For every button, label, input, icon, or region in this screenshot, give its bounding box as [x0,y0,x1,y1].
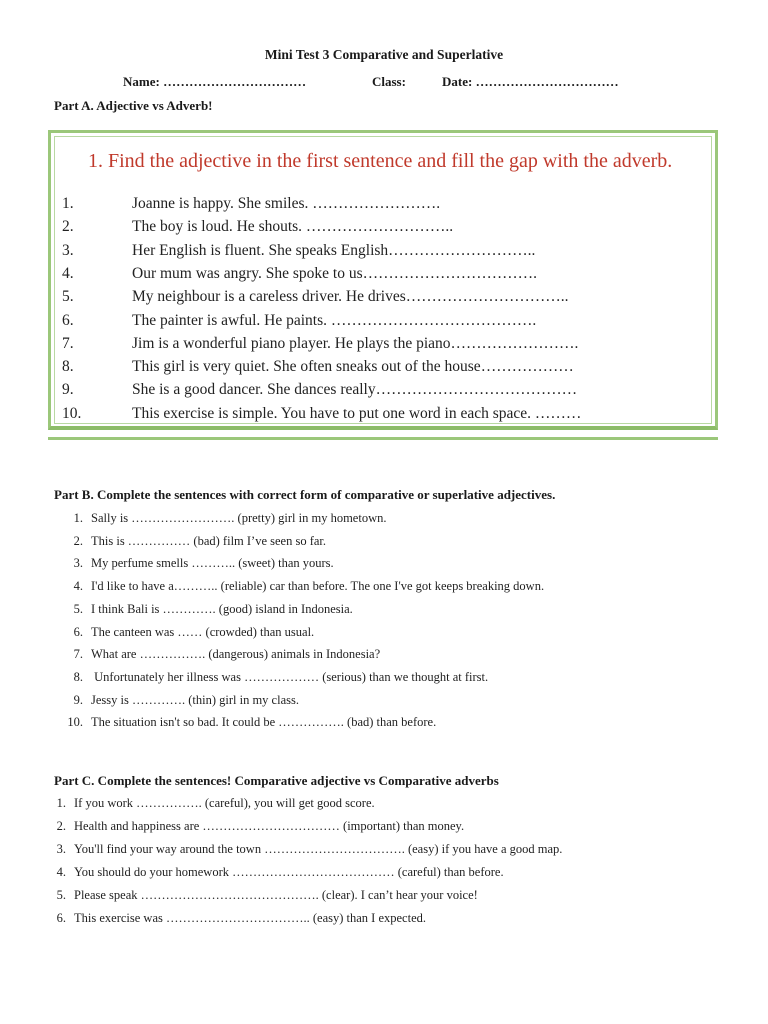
part-b-item [61,625,314,640]
part-a-item-text: This girl is very quiet. She often sneaks out of the house……………… [132,358,574,376]
part-c-item [44,842,562,857]
part-a-item [62,312,536,330]
part-a-item-number: 4. [62,264,74,282]
part-c-item-text: You should do your homework ………………………………… (careful) than before. [74,865,504,879]
part-a-item-number: 6. [62,311,74,329]
part-a-item [62,381,577,399]
part-b-item-text: Sally is ……………………. (pretty) girl in my hometown. [91,511,387,525]
part-a-item [62,195,440,213]
page-title: Mini Test 3 Comparative and Superlative [264,47,504,62]
part-c-item-number: 4. [56,865,66,879]
name-blank: …………………………… [163,74,307,89]
part-a-item-text: The boy is loud. He shouts. ……………………….. [132,218,454,236]
part-a-item-text: Joanne is happy. She smiles. ……………………. [132,195,441,212]
part-a-item-number: 3. [62,241,74,259]
part-b-item-text: What are ……………. (dangerous) animals in Indonesia? [91,647,381,662]
part-b-item-number: 1. [73,511,83,525]
part-a-item-number: 8. [62,358,74,376]
part-a-item [62,265,537,283]
part-c-heading: Part C. Complete the sentences! Comparative adjective vs Comparative adverbs [54,773,499,788]
part-a-item-number: 9. [62,381,74,399]
part-c-item-text: This exercise was …………………………….. (easy) than I expected. [74,911,426,925]
part-b-item-number: 2. [73,533,83,548]
part-b-item-number: 8. [73,669,83,684]
date-field [442,74,619,90]
part-a-item [62,358,574,376]
part-a-item-text: Her English is fluent. She speaks English……………………….. [132,241,536,259]
part-c-item-number: 3. [56,842,66,856]
part-b-item-number: 4. [73,579,83,594]
part-a-item-number: 10. [62,404,82,422]
part-b-item [61,602,353,617]
part-b-item-text: The canteen was …… (crowded) than usual. [91,624,315,639]
part-b-item [61,534,326,549]
name-field [123,74,306,90]
part-c-item [44,888,478,903]
part-b-item-text: I think Bali is …………. (good) island in Indonesia. [91,601,353,616]
part-c-item-number: 2. [56,819,66,833]
part-c-item [44,865,504,880]
part-b-item [61,579,544,594]
date-blank: …………………………… [475,74,619,89]
part-c-item-text: Health and happiness are …………………………… (important) than money. [74,819,465,833]
part-c-item-text: You'll find your way around the town ……………………………. (easy) if you have a good map. [74,842,563,856]
part-b-item-text: Unfortunately her illness was ……………… (serious) than we thought at first. [91,669,489,684]
part-c-item [44,911,426,926]
part-a-item-number: 5. [62,288,74,306]
part-b-item-number: 3. [73,556,83,571]
part-b-item-text: The situation isn't so bad. It could be ……………. (bad) than before. [91,715,437,730]
part-b-item-text: My perfume smells ……….. (sweet) than yours. [91,556,334,571]
part-a-item [62,405,581,423]
part-c-item-number: 6. [56,911,66,925]
part-b-item-text: Jessy is …………. (thin) girl in my class. [91,692,299,707]
part-b-item-number: 7. [73,647,83,662]
part-a-item [62,242,535,260]
part-b-item-number: 9. [73,692,83,707]
part-b-item-text: This is …………… (bad) film I’ve seen so far. [91,533,327,548]
part-b-item [61,511,386,526]
part-a-item-number: 2. [62,218,74,236]
part-b-item [61,647,380,662]
part-a-item [62,335,578,353]
part-a-item-text: Jim is a wonderful piano player. He plays the piano……………………. [132,334,579,352]
part-b-item [61,693,299,708]
part-a-exercise-box [48,130,718,440]
part-a-item-number: 7. [62,334,74,352]
part-b-item [61,670,488,685]
date-label: Date: [442,74,473,89]
part-b-item [61,556,334,571]
part-c-item [44,796,375,811]
part-a-item-text: My neighbour is a careless driver. He drives………………………….. [132,288,569,306]
part-b-item-number: 10. [67,715,83,730]
part-b-heading: Part B. Complete the sentences with correct form of comparative or superlative adjectives. [54,487,556,502]
part-a-item-text: Our mum was angry. She spoke to us……………………………. [132,264,537,282]
part-b-item-number: 6. [73,624,83,639]
name-label: Name: [123,74,160,89]
part-b-item-text: I'd like to have a……….. (reliable) car than before. The one I've got keeps breaking down. [91,579,545,594]
part-b-item [61,715,436,730]
class-label: Class: [372,74,406,89]
part-b-item-number: 5. [73,601,83,616]
exercise-instruction: 1. Find the adjective in the first sentence and fill the gap with the adverb. [88,150,673,172]
part-a-item-number: 1. [62,195,74,212]
part-a-item [62,288,569,306]
part-c-item [44,819,464,834]
part-c-item-number: 5. [56,888,66,902]
part-a-item-text: The painter is awful. He paints. …………………………………. [132,311,537,329]
box-bottom-rule [48,437,718,440]
part-c-item-number: 1. [56,796,66,810]
part-a-item-text: She is a good dancer. She dances really………………………………… [132,381,578,399]
part-c-item-text: If you work ……………. (careful), you will get good score. [74,796,375,810]
part-a-heading: Part A. Adjective vs Adverb! [54,98,213,113]
part-a-item-text: This exercise is simple. You have to put one word in each space. ……… [132,404,582,422]
part-c-item-text: Please speak ……………………………………. (clear). I can’t hear your voice! [74,888,478,902]
part-a-item [62,218,453,236]
